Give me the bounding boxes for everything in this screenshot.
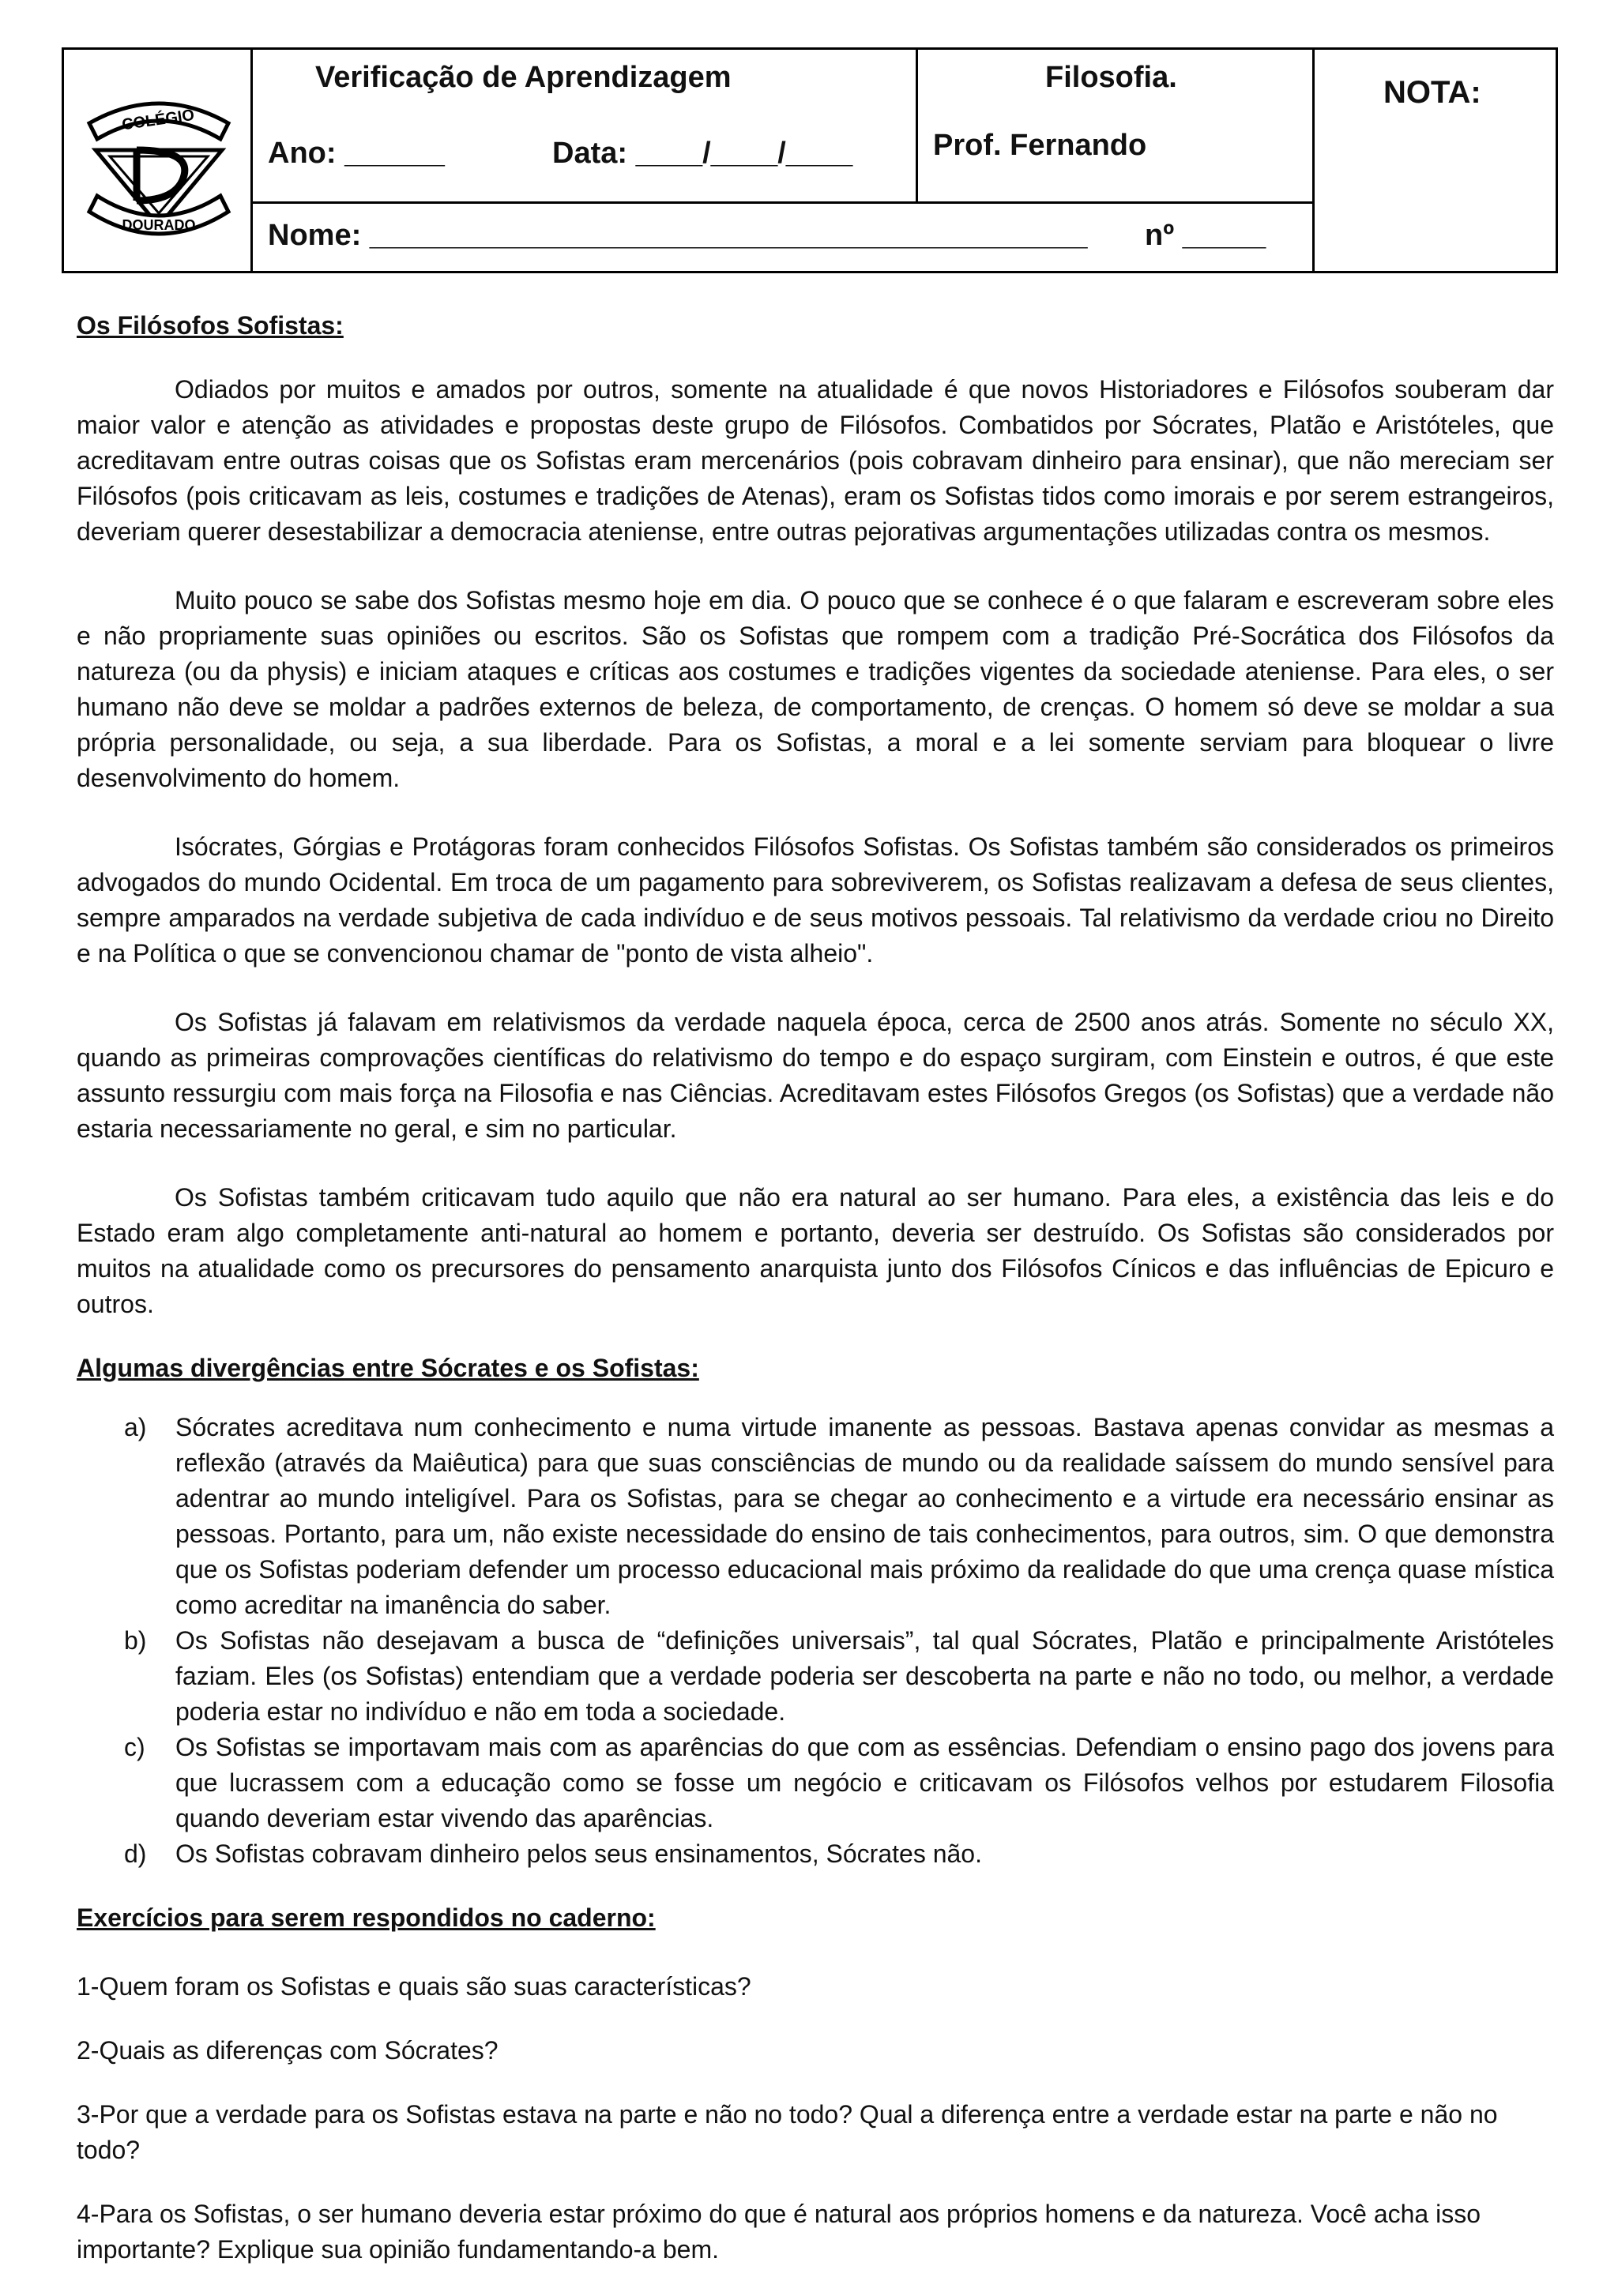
list-item [77, 1623, 1554, 1730]
list-item-text: Os Sofistas cobravam dinheiro pelos seus ensinamentos, Sócrates não. [175, 1839, 982, 1868]
list-marker: a) [124, 1413, 147, 1441]
list-item-text: Os Sofistas se importavam mais com as aparências do que com as essências. Defendiam o ensino pago dos jovens para que lucrassem com a educação como se fosse um negócio e criticavam os Filósofos velhos por estudarem Filosofia quando deveriam estar vivendo das aparências. [175, 1733, 1554, 1832]
exercise-question: 2-Quais as diferenças com Sócrates? [77, 2036, 499, 2065]
exercise-question: 1-Quem foram os Sofistas e quais são suas características? [77, 1972, 751, 2001]
list-item [77, 1410, 1554, 1623]
exercise-question: 4-Para os Sofistas, o ser humano deveria estar próximo do que é natural aos próprios homens e da natureza. Você acha isso importante? Explique sua opinião fundamentando-a bem. [77, 2200, 1481, 2264]
divider [1312, 50, 1315, 271]
divider [916, 50, 918, 203]
nota-field[interactable]: NOTA: [1383, 75, 1481, 110]
svg-text:COLÉGIO: COLÉGIO [120, 106, 196, 134]
paragraph: Muito pouco se sabe dos Sofistas mesmo hoje em dia. O pouco que se conhece é o que falaram e escreveram sobre eles e não propriamente suas opiniões ou escritos. São os Sofistas que rompem com a tradição Pré-Socrática dos Filósofos da natureza (ou da physis) e iniciam ataques e críticas aos costumes e tradições vigentes da sociedade ateniense. Para eles, o ser humano não deve se moldar a padrões externos de beleza, de comportamento, de crenças. O homem só deve se moldar a sua própria personalidade, ou seja, a sua liberdade. Para os Sofistas, a moral e a lei somente serviam para bloquear o livre desenvolvimento do homem. [77, 586, 1554, 792]
section-title: Os Filósofos Sofistas: [77, 311, 344, 340]
section-title: Algumas divergências entre Sócrates e os Sofistas: [77, 1354, 699, 1382]
list-marker: b) [124, 1626, 147, 1655]
paragraph: Odiados por muitos e amados por outros, somente na atualidade é que novos Historiadores e Filósofos souberam dar maior valor e atenção as atividades e propostas deste grupo de Filósofos. Combatidos por Sócrates, Platão e Aristóteles, que acreditavam entre outras coisas que os Sofistas eram mercenários (pois cobravam dinheiro para ensinar), que não mereciam ser Filósofos (pois criticavam as leis, costumes e tradições de Atenas), eram os Sofistas tidos como imorais e por serem estrangeiros, deveriam querer desestabilizar a democracia ateniense, entre outras pejorativas argumentações utilizadas contra os mesmos. [77, 375, 1554, 546]
list-item [77, 1730, 1554, 1836]
list-marker: c) [124, 1733, 145, 1761]
exercise-question: 3-Por que a verdade para os Sofistas estava na parte e não no todo? Qual a diferença entre a verdade estar na parte e não no todo? [77, 2100, 1498, 2164]
nome-field[interactable]: Nome: ___________________________________________ [268, 219, 1088, 252]
numero-field[interactable]: nº _____ [1145, 219, 1266, 252]
divider [250, 201, 1314, 204]
list-item-text: Sócrates acreditava num conhecimento e numa virtude imanente as pessoas. Bastava apenas convidar as mesmas a reflexão (através da Maiêutica) para que suas consciências de mundo ou da realidade saíssem do mundo sensível para adentrar ao mundo inteligível. Para os Sofistas, para se chegar ao conhecimento e a virtude era necessário ensinar as pessoas. Portanto, para um, não existe necessidade do ensino de tais conhecimentos, para outros, sim. O que demonstra que os Sofistas poderiam defender um processo educacional mais próximo da realidade do que uma crença quase mística como acreditar na imanência do saber. [175, 1413, 1554, 1619]
section-title: Exercícios para serem respondidos no caderno: [77, 1903, 656, 1932]
svg-text:DOURADO: DOURADO [122, 217, 196, 233]
paragraph: Os Sofistas já falavam em relativismos da verdade naquela época, cerca de 2500 anos atrás. Somente no século XX, quando as primeiras comprovações científicas do relativismo do tempo e do espaço surgiram, com Einstein e outros, é que este assunto ressurgiu com mais força na Filosofia e nas Ciências. Acreditavam estes Filósofos Gregos (os Sofistas) que a verdade não estaria necessariamente no geral, e sim no particular. [77, 1008, 1554, 1143]
data-field[interactable]: Data: ____/____/____ [552, 137, 853, 170]
paragraph: Os Sofistas também criticavam tudo aquilo que não era natural ao ser humano. Para eles, a existência das leis e do Estado eram algo completamente anti-natural ao homem e portanto, deveria ser destruído. Os Sofistas são considerados por muitos na atualidade como os precursores do pensamento anarquista junto dos Filósofos Cínicos e das influências de Epicuro e outros. [77, 1183, 1554, 1318]
worksheet-content [77, 308, 1554, 2296]
header-title: Verificação de Aprendizagem [315, 61, 732, 94]
subject-label: Filosofia. [1045, 61, 1177, 94]
ano-field[interactable]: Ano: ______ [268, 137, 445, 170]
colegio-dourado-logo-icon [80, 77, 238, 243]
header-box [62, 47, 1558, 273]
divergences-list [77, 1410, 1554, 1872]
list-marker: d) [124, 1839, 147, 1868]
list-item-text: Os Sofistas não desejavam a busca de “definições universais”, tal qual Sócrates, Platão e principalmente Aristóteles faziam. Eles (os Sofistas) entendiam que a verdade poderia ser descoberta na parte e não no todo, ou melhor, a verdade poderia estar no indivíduo e não em toda a sociedade. [175, 1626, 1554, 1726]
list-item [77, 1836, 1554, 1872]
paragraph: Isócrates, Górgias e Protágoras foram conhecidos Filósofos Sofistas. Os Sofistas também são considerados os primeiros advogados do mundo Ocidental. Em troca de um pagamento para sobreviverem, os Sofistas realizavam a defesa de seus clientes, sempre amparados na verdade subjetiva de cada indivíduo e de seus motivos pessoais. Tal relativismo da verdade criou no Direito e na Política o que se convencionou chamar de "ponto de vista alheio". [77, 832, 1554, 968]
professor-label: Prof. Fernando [933, 129, 1147, 162]
school-logo [64, 50, 254, 271]
